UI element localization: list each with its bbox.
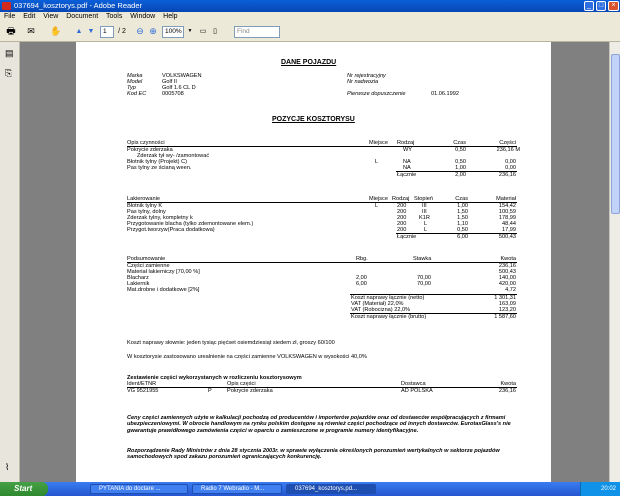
paint-row-level: III — [422, 209, 427, 215]
paint-row-time: 0,50 — [457, 227, 468, 233]
summary-row-amount: 140,00 — [498, 275, 516, 281]
menu-bar — [0, 12, 620, 22]
summary-row-rate: 70,00 — [417, 281, 431, 287]
previous-page-icon[interactable]: ▲ — [75, 28, 83, 35]
labor-row-desc: Zderzak tył wy- /zamontować — [137, 153, 210, 159]
vat-material-amount: 163,09 — [498, 301, 516, 307]
vehicle-value: Golf II — [162, 79, 177, 85]
paint-row-level: K1R — [419, 215, 430, 221]
parts-disclaimer: Ceny części zamiennych użyte w kalkulacji pochodzą od producentów i importerów pojazdów oraz od dostawców współpracujących z firmami ubezpieczeniowymi. W obrocie handlowym na rynku polskim dostępne są również części pochodzące od innych dostawców. EurotaxGlass's nie gwarantuje prawidłowego zamówienia części w oparciu o zamieszczone w programie numery identyfikacyjne. — [127, 415, 511, 434]
summary-row-amount: 420,00 — [498, 281, 516, 287]
summary-row-desc: Lakiernik — [127, 281, 150, 287]
vehicle-label: Typ — [127, 85, 136, 91]
taskbar-item[interactable]: Radio 7 Webradio - M... — [192, 484, 282, 494]
paint-row-time: 1,50 — [457, 215, 468, 221]
summary-row-amount: 500,43 — [498, 269, 516, 275]
summary-row-amount: 4,72 — [505, 287, 516, 293]
labor-total-cost: 236,16 — [498, 172, 516, 178]
paint-row-mat: 178,99 — [498, 215, 516, 221]
labor-header-time: Czas — [453, 140, 466, 146]
fit-width-icon[interactable]: ▯ — [213, 28, 217, 35]
paint-row-place: L — [375, 203, 379, 209]
vehicle-label: Model — [127, 79, 143, 85]
taskbar-item[interactable]: PYTANIA do doctare ... — [90, 484, 188, 494]
vat-material-label: VAT (Materiał) 22,0% — [351, 301, 404, 307]
system-tray-clock: 20:02 — [580, 482, 620, 496]
vehicle-label: Kod EC — [127, 91, 147, 97]
labor-row-cost: 0,00 — [505, 159, 516, 165]
summary-row-amount: 236,16 — [498, 263, 516, 269]
paint-row-kind: 200 — [397, 215, 407, 221]
menu-help[interactable]: Help — [163, 13, 178, 20]
labor-header-place: Miejsce — [369, 140, 388, 146]
parts-row-id: VG 9521955 — [127, 388, 159, 394]
parts-header-id: Ident/ETNR — [127, 381, 157, 387]
net-total-label: Koszt naprawy łącznie (netto) — [351, 295, 425, 301]
paint-row-desc: Pas tylny, dolny — [127, 209, 166, 215]
zoom-out-icon[interactable]: ⊖ — [136, 26, 144, 36]
document-viewport — [20, 42, 609, 482]
title-bar — [0, 0, 620, 12]
labor-row-desc: Błotnik tylny (Projekt) C) — [127, 159, 187, 165]
menu-file[interactable]: File — [4, 13, 16, 20]
window-title: 037694_kosztorys.pdf - Adobe Reader — [14, 1, 143, 10]
find-input[interactable]: Find — [234, 26, 280, 38]
labor-row-kind: NA — [403, 165, 411, 171]
pages-icon[interactable]: ▤ — [5, 48, 14, 58]
vat-labor-amount: 123,20 — [498, 307, 516, 313]
menu-window[interactable]: Window — [130, 13, 156, 20]
attachments-icon[interactable]: ⎘ — [5, 68, 13, 78]
regulation-note: Rozporządzenie Rady Ministrów z dnia 28 stycznia 2003r. w sprawie wyłączenia określonych porozumień wertykalnych w sektorze pojazdów samochodowych spod zakazu porozumień ograniczających konkurencję. — [127, 448, 500, 461]
labor-row-time: 0,50 — [455, 159, 466, 165]
labor-row-desc: Pokrycie zderzaka — [127, 147, 173, 153]
paint-header-place: Miejsce — [369, 196, 388, 202]
paint-row-mat: 154,42 — [498, 203, 516, 209]
parts-header-amount: Kwota — [500, 381, 516, 387]
vehicle-label: Marka — [127, 73, 143, 79]
zoom-select[interactable]: 100% — [162, 26, 184, 38]
page-total: / 2 — [118, 28, 126, 35]
paint-header-desc: Lakierowanie — [127, 196, 160, 202]
navigation-panel — [0, 42, 20, 482]
menu-edit[interactable]: Edit — [23, 13, 36, 20]
paint-row-desc: Przygotowanie blacha (tylko zdemontowane elem.) — [127, 221, 254, 227]
paint-row-kind: 200 — [397, 209, 407, 215]
gross-total-amount: 1 587,60 — [494, 314, 516, 320]
vehicle-value: 0005708 — [162, 91, 184, 97]
paint-header-mat: Materiał — [496, 196, 516, 202]
vehicle-value: VOLKSWAGEN — [162, 73, 202, 79]
paint-row-time: 1,50 — [457, 209, 468, 215]
paint-row-kind: 200 — [397, 203, 407, 209]
first-registration-value: 01.06.1992 — [431, 91, 459, 97]
price-adjustment-note: W kosztorysie zastosowano urealnienie na części zamienne VOLKSWAGEN w wysokości 40,0% — [127, 354, 367, 360]
email-icon[interactable]: ✉ — [27, 26, 35, 36]
paint-row-kind: 200 — [397, 227, 407, 233]
labor-row-kind: WY — [403, 147, 413, 153]
labor-total-time: 2,00 — [455, 172, 466, 178]
summary-row-rbg: 2,00 — [356, 275, 367, 281]
paint-row-time: 1,10 — [457, 221, 468, 227]
paint-total-label: Łącznie — [397, 234, 417, 240]
labor-row-time: 0,50 — [455, 147, 466, 153]
toolbar — [0, 22, 620, 42]
summary-row-desc: Blacharz — [127, 275, 149, 281]
first-registration-label: Pierwsze dopuszczenie — [347, 91, 406, 97]
adobe-reader-icon — [2, 2, 11, 10]
summary-row-rbg: 6,00 — [356, 281, 367, 287]
paint-header-time: Czas — [455, 196, 468, 202]
amount-in-words: Koszt naprawy słownie: jeden tysiąc pięćset osiemdziesiąt siedem zł, groszy 60/100 — [127, 340, 335, 346]
vehicle-title: DANE POJAZDU — [281, 59, 337, 66]
labor-row-desc: Pas tylny ze ścianą ween. — [127, 165, 192, 171]
labor-header-desc: Opis czynności — [127, 140, 165, 146]
menu-view[interactable]: View — [43, 13, 59, 20]
paint-row-desc: Błotnik tylny K — [127, 203, 163, 209]
summary-header-desc: Podsumowanie — [127, 256, 166, 262]
close-button[interactable]: × — [608, 1, 619, 11]
gross-total-label: Koszt naprawy łącznie (brutto) — [351, 314, 427, 320]
taskbar-item-active[interactable]: 037694_kosztorys.pd... — [286, 484, 376, 494]
labor-row-place: L — [375, 159, 379, 165]
summary-row-desc: Mat.drobne i dodatkowe [2%] — [127, 287, 200, 293]
parts-row-flag: P — [208, 388, 212, 394]
summary-row-desc: Materiał lakierniczy [70,00 %] — [127, 269, 200, 275]
paint-row-desc: Zderzak tylny, kompletny k — [127, 215, 193, 221]
paint-row-level: L — [424, 221, 428, 227]
vertical-scrollbar[interactable] — [609, 42, 620, 482]
paint-row-desc: Przygot.tworzyw(Praca dodatkowa) — [127, 227, 215, 233]
start-button[interactable]: Start — [0, 482, 48, 496]
paint-row-level: L — [424, 227, 428, 233]
paint-total-mat: 500,43 — [498, 234, 516, 240]
pdf-page — [76, 42, 551, 482]
labor-total-label: Łącznie — [397, 172, 417, 178]
summary-header-amount: Kwota — [500, 256, 516, 262]
maximize-button[interactable]: □ — [596, 1, 606, 11]
parts-header-desc: Opis części — [227, 381, 256, 387]
fit-page-icon[interactable]: ▭ — [199, 28, 207, 35]
parts-title: Zestawienie części wykorzystanych w rozliczeniu kosztorysowym — [127, 375, 302, 381]
labor-row-kind: NA — [403, 159, 411, 165]
labor-row-cost: 0,00 — [505, 165, 516, 171]
divider — [127, 387, 517, 388]
parts-row-amount: 236,16 — [498, 388, 516, 394]
summary-header-rate: Stawka — [413, 256, 432, 262]
net-total-amount: 1 301,31 — [494, 295, 516, 301]
summary-row-desc: Części zamienne — [127, 263, 170, 269]
page-number-input[interactable]: 1 — [100, 26, 114, 38]
menu-document[interactable]: Document — [66, 13, 99, 20]
paint-header-level: Stopień — [414, 196, 433, 202]
vehicle-value: Golf 1.6 CL D — [162, 85, 196, 91]
paint-row-kind: 200 — [397, 221, 407, 227]
registration-label: Nr rejestracyjny — [347, 73, 386, 79]
scrollbar-thumb[interactable] — [611, 54, 620, 214]
hand-tool-icon[interactable]: ✋ — [50, 26, 62, 36]
minimize-button[interactable]: _ — [584, 1, 594, 11]
paperclip-icon[interactable]: ⌇ — [5, 462, 10, 472]
positions-title: POZYCJE KOSZTORYSU — [272, 116, 355, 123]
paint-row-time: 1,00 — [457, 203, 468, 209]
paint-total-time: 6,00 — [457, 234, 468, 240]
menu-tools[interactable]: Tools — [105, 13, 123, 20]
print-icon[interactable]: 🖶 — [6, 26, 16, 37]
paint-row-mat: 48,44 — [502, 221, 516, 227]
taskbar — [0, 482, 620, 496]
parts-header-supplier: Dostawca — [401, 381, 426, 387]
paint-row-level: III — [422, 203, 427, 209]
parts-row-supplier: AD POLSKA — [401, 388, 433, 394]
paint-row-mat: 17,99 — [502, 227, 516, 233]
labor-header-kind: Rodzaj — [397, 140, 415, 146]
labor-row-cost: 236,16 M — [496, 147, 520, 153]
paint-header-kind: Rodzaj — [392, 196, 410, 202]
zoom-dropdown-icon[interactable]: ▼ — [187, 28, 193, 34]
paint-row-mat: 100,59 — [498, 209, 516, 215]
summary-header-rbg: Rbg. — [356, 256, 368, 262]
labor-row-time: 1,00 — [455, 165, 466, 171]
vat-labor-label: VAT (Robocizna) 22,0% — [351, 307, 411, 313]
summary-row-rate: 70,00 — [417, 275, 431, 281]
divider — [127, 262, 517, 263]
parts-row-desc: Pokrycie zderzaka — [227, 388, 273, 394]
zoom-in-icon[interactable]: ⊕ — [149, 26, 157, 36]
labor-header-cost: Części — [499, 140, 516, 146]
next-page-icon[interactable]: ▼ — [87, 28, 95, 35]
vin-label: Nr nadwozia — [347, 79, 379, 85]
